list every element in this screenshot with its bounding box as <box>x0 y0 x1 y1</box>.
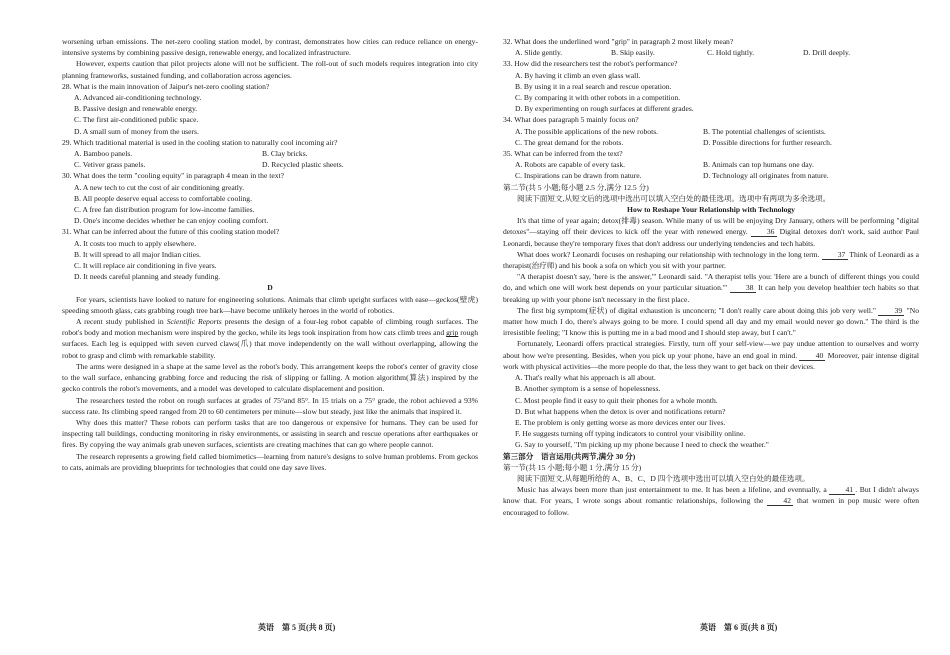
question-29: 29. Which traditional material is used in the cooling station to naturally cool incoming air? <box>62 137 338 147</box>
option-row <box>503 126 919 137</box>
option: B. Passive design and renewable energy. <box>74 104 198 114</box>
paragraph <box>62 316 478 361</box>
option: D. By experimenting on rough surfaces at different grades. <box>515 104 694 114</box>
option: G. Say to yourself, "I'm picking up my phone because I need to check the weather." <box>515 440 769 450</box>
option: C. The great demand for the robots. <box>515 137 624 147</box>
text: The first big symptom(症状) of digital exhaustion is unconcern; "I don't really care about doing this job very well." <box>517 305 879 315</box>
text: Moreover, pair intense digital work with physical activities—the more people do that, the less they want to get back on their devices. <box>503 350 919 371</box>
question-34: 34. What does paragraph 5 mainly focus on? <box>503 115 639 125</box>
option: F. He suggests turning off typing indicators to control your visibility online. <box>515 429 746 439</box>
text: "No matter how much I do, there's always going to be more. I could spend all day and my email would never go down." The third is the irresistible feeling; "I know this is putting me in a bad mood and I should step away, but I can't." <box>503 305 920 338</box>
option: D. Possible directions for further research. <box>703 137 832 147</box>
blank-42: 42 <box>767 496 793 506</box>
option: C. By comparing it with other robots in a competition. <box>515 93 681 103</box>
paragraph <box>503 484 919 518</box>
option: A. Advanced air-conditioning technology. <box>74 93 202 103</box>
option: D. It needs careful planning and steady funding. <box>74 272 221 282</box>
paragraph: The research represents a growing field called biomimetics—learning from nature's designs to solve human problems. From geckos to cats, animals are providing blueprints for technologies that could one day save lives. <box>62 451 478 472</box>
option: C. It will replace air conditioning in five years. <box>74 261 217 271</box>
option: A. Bamboo panels. <box>74 149 133 159</box>
option-row <box>503 159 919 170</box>
blank-36: 36 <box>751 227 777 237</box>
option: B. By using it in a real search and rescue operation. <box>515 81 672 91</box>
blank-38: 38 <box>730 283 756 293</box>
option: B. Animals can top humans one day. <box>703 160 814 170</box>
option: B. All people deserve equal access to comfortable cooling. <box>74 193 252 203</box>
question-35: 35. What can be inferred from the text? <box>503 149 623 159</box>
passage-title: How to Reshape Your Relationship with Technology <box>627 205 795 215</box>
blank-40: 40 <box>799 351 825 361</box>
paragraph: The researchers tested the robot on rough surfaces at grades of 75°and 85°. In 15 trials on a 75° grade, the robot achieved a 93% success rate. Its climbing speed ranged from 20 to 60 centimeters per minute—slow but steady, just like the animals that inspired it. <box>62 395 478 416</box>
text: that women in pop music were often encouraged to follow. <box>503 496 920 517</box>
option: A. A new tech to cut the cost of air conditioning greatly. <box>74 182 245 192</box>
text: Music has always been more than just entertainment to me. It has been a lifeline, and eventually, a <box>517 485 830 495</box>
paragraph <box>503 305 919 339</box>
paragraph <box>503 338 919 372</box>
page-footer: 英语 第 6 页(共 8 页) <box>700 623 778 632</box>
paragraph <box>503 215 919 249</box>
paragraph: For years, scientists have looked to nature for engineering solutions. Animals that climb upright surfaces with ease—geckos(壁虎) speeding smooth glass, cats grabbing rough tree bark—have become unlikely heroes in the world of robotics. <box>62 294 478 315</box>
option: B. Another symptom is a sense of hopelessness. <box>515 384 661 394</box>
section-d-heading: D <box>267 283 273 293</box>
section-heading: 第二节(共 5 小题;每小题 2.5 分,满分 12.5 分) <box>503 182 649 192</box>
text: presents the design of a four-leg robot capable of climbing rough surfaces. The robot's body and motion mechanism were inspired by the gecko, while its legs took inspiration from how cats climb trees and <box>62 317 478 338</box>
option: D. But what happens when the detox is over and notifications return? <box>515 406 726 416</box>
text: Fortunately, Leonardi offers practical strategies. Firstly, turn off your self-view—we pay undue attention to ourselves and worry about how we're presenting. Besides, when you pick up your phone, have an end goal in mind. <box>503 339 919 360</box>
option: B. Clay bricks. <box>262 149 308 159</box>
option-row <box>62 148 478 159</box>
question-28: 28. What is the main innovation of Jaipur's net-zero cooling station? <box>62 81 270 91</box>
option: A. The possible applications of the new robots. <box>515 126 659 136</box>
option: B. The potential challenges of scientists. <box>703 126 826 136</box>
option: D. Technology all originates from nature. <box>703 171 829 181</box>
question-32: 32. What does the underlined word "grip" in paragraph 2 most likely mean? <box>503 37 734 46</box>
option-row <box>503 137 919 148</box>
text: It can help you develop healthier tech habits so that breaking up with your phone isn't necessary in the first place. <box>503 283 919 304</box>
journal-name: Scientific Reports <box>166 317 222 327</box>
option: C. Most people find it easy to quit their phones for a whole month. <box>515 395 718 405</box>
text: "A therapist doesn't say, 'here is the answer,'" Leonardi said. "A therapist tells you: 'Here are a bunch of different things you could do, and which one will work best depends on your particular situation.'" <box>503 272 919 293</box>
option: B. Skip easily. <box>611 48 655 58</box>
option: C. The first air-conditioned public space. <box>74 115 199 125</box>
option: A. It costs too much to apply elsewhere. <box>74 238 197 248</box>
option: A. By having it climb an even glass wall. <box>515 70 641 80</box>
page-footer: 英语 第 5 页(共 8 页) <box>258 623 336 632</box>
blank-39: 39 <box>878 306 904 316</box>
text: Digital detoxes don't work, said author Paul Leonardi, because they're temporary fixes that don't address our underlying tendencies and tech habits. <box>503 227 919 248</box>
option: C. Vetiver grass panels. <box>74 160 146 170</box>
option: B. It will spread to all major Indian cities. <box>74 249 201 259</box>
part-heading: 第三部分 语言运用(共两节,满分 30 分) <box>503 451 636 461</box>
instructions: 阅读下面短文,从每题所给的 A、B、C、D 四个选项中选出可以填入空白处的最佳选项。 <box>517 473 810 483</box>
text: What does work? Leonardi focuses on reshaping our relationship with technology in the long term. <box>517 249 822 259</box>
paragraph: However, experts caution that pilot projects alone will not be sufficient. The roll-out of such models requires integration into city planning frameworks, sustained funding, and collaboration across agencies. <box>62 59 478 80</box>
text: It's that time of year again; detox(排毒) season. While many of us will be enjoying Dry January, others will be performing "digital detoxes"—staying off their devices to kick off the year with renewed energy. <box>503 216 919 237</box>
option: A. Slide gently. <box>515 48 563 58</box>
text: . But I didn't always know that. For years, I wrote songs about romantic relationships, following the <box>503 485 919 506</box>
option-row <box>503 47 919 58</box>
underlined-word: grip <box>446 328 459 338</box>
blank-37: 37 <box>822 250 848 260</box>
option: C. Hold tightly. <box>707 48 755 58</box>
option: C. A free fan distribution program for low-income families. <box>74 205 255 215</box>
paragraph: The arms were designed in a shape at the same level as the robot's body. This arrangement keeps the robot's center of gravity close to the wall surface, enhancing grabbing force and reducing the risk of slipping or falling. A motion algorithm(算法) inspired by the gecko controls the robot's movements, and a model was developed to calculate displacement and position. <box>62 361 478 394</box>
option: D. One's income decides whether he can enjoy cooling comfort. <box>74 216 269 226</box>
option: D. Drill deeply. <box>803 48 851 58</box>
paragraph: Why does this matter? These robots can perform tasks that are too dangerous or expensive for humans. They can be used for inspecting tall buildings, conducting monitoring in risky environments, or assisting in search and rescue operations after earthquakes or fires. By copying the way animals grab uneven surfaces, scientists are creating machines that can go where people cannot. <box>62 417 478 450</box>
option-row <box>503 170 919 181</box>
paragraph: worsening urban emissions. The net-zero cooling station model, by contrast, demonstrates how cities can reduce reliance on energy-intensive systems by combining passive design, renewable energy, and localized infrastructure. <box>62 37 478 58</box>
option: D. Recycled plastic sheets. <box>262 160 344 170</box>
option: C. Inspirations can be drawn from nature. <box>515 171 642 181</box>
option-row <box>62 159 478 170</box>
question-31: 31. What can be inferred about the future of this cooling station model? <box>62 227 280 237</box>
paragraph <box>503 249 919 271</box>
blank-41: 41 <box>829 485 855 495</box>
option: A. Robots are capable of every task. <box>515 160 626 170</box>
right-column <box>503 36 919 518</box>
section-heading: 第一节(共 15 小题;每小题 1 分,满分 15 分) <box>503 462 642 472</box>
text: rough surfaces. Each leg is equipped with seven curved claws(爪) that move independently on the wall without overlapping, allowing the robot to grasp and climb with remarkable stability. <box>62 328 478 360</box>
option: D. A small sum of money from the users. <box>74 126 199 136</box>
question-33: 33. How did the researchers test the robot's performance? <box>503 59 678 69</box>
instructions: 阅读下面短文,从短文后的选项中选出可以填入空白处的最佳选项。选项中有两项为多余选项。 <box>517 193 831 203</box>
option: A. That's really what his approach is all about. <box>515 373 656 383</box>
option: E. The problem is only getting worse as more devices enter our lives. <box>515 417 726 427</box>
text: A recent study published in <box>76 317 167 327</box>
left-column <box>62 36 478 473</box>
text: Think of Leonardi as a therapist(治疗师) and his book a sofa on which you sit with your partner. <box>503 249 919 271</box>
question-30: 30. What does the term "cooling equity" in paragraph 4 mean in the text? <box>62 171 284 181</box>
paragraph <box>503 271 919 305</box>
